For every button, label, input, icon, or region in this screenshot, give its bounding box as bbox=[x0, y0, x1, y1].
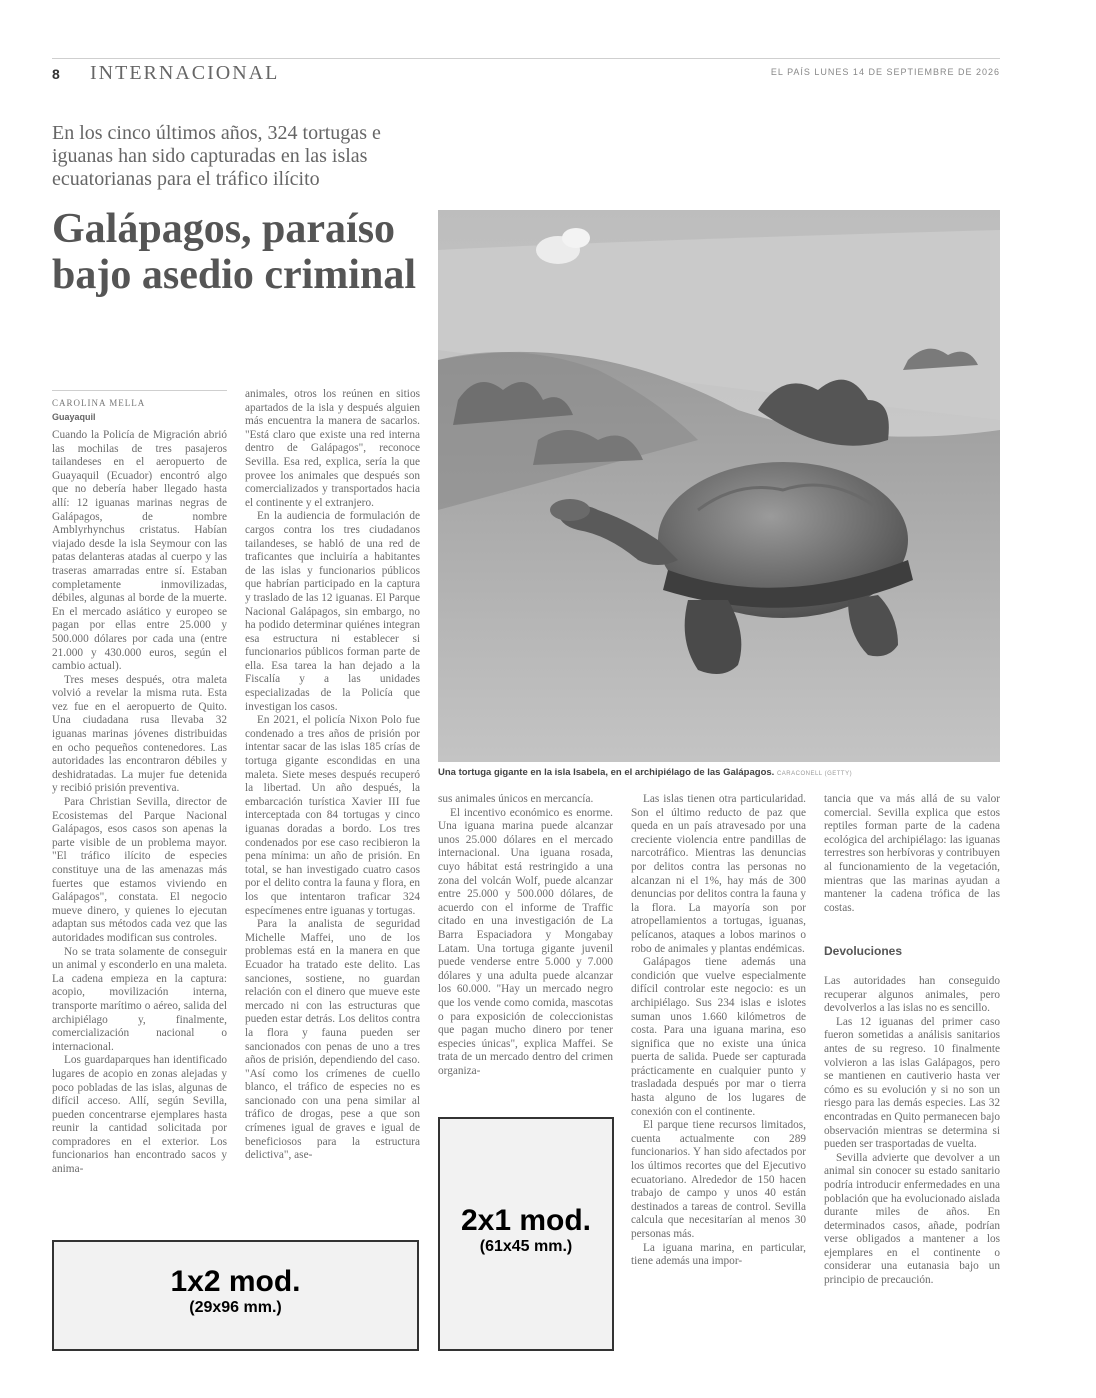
ad-size-label: 2x1 mod. bbox=[460, 1204, 592, 1237]
paragraph: La iguana marina, en particular, tiene además una impor- bbox=[631, 1241, 806, 1268]
article-column-3 bbox=[438, 793, 613, 1115]
tortoise-photo bbox=[438, 210, 1000, 762]
paragraph: Para la analista de seguridad Michelle Maffei, uno de los problemas está en la manera en que Ecuador ha tratado este delito. Las sanciones, sostiene, no guardan relación con el dinero que mueve este mercado ni con las estructuras que pueden estar detrás. Los delitos contra la flora y fauna pueden ser sancionados con penas de uno a tres años de prisión, dependiendo del caso. "Así como los crímenes de cuello blanco, el tráfico de especies no es sancionado con una pena similar al tráfico de drogas, pese a que son crímenes igual de graves e igual de beneficiosos para la estructura delictiva", ase- bbox=[245, 918, 420, 1162]
byline-author: CAROLINA MELLA bbox=[52, 398, 146, 408]
paragraph: Las autoridades han conseguido recuperar algunos animales, pero devolverlos a las islas no es sencillo. bbox=[824, 975, 1000, 1015]
paragraph: El incentivo económico es enorme. Una iguana marina puede alcanzar unos 25.000 dólares en el mercado internacional. Una iguana rosada, cuyo hábitat está restringido a una zona del volcán Wolf, puede alcanzar entre 25.000 y 500.000 dólares, de acuerdo con el informe de Traffic citado en una investigación de La Barra Espaciadora y Mongabay Latam. Una tortuga gigante juvenil puede venderse entre 5.000 y 7.000 dólares y una adulta puede alcanzar los 60.000. "Hay un mercado negro que los vende como comida, mascotas o para exposición de coleccionistas que pagan mucho dinero por tener especies únicas", explica Maffei. Se trata de un mercado dentro del crimen organiza- bbox=[438, 806, 613, 1077]
paragraph: Las 12 iguanas del primer caso fueron sometidas a análisis sanitarios antes de su regreso. 10 finalmente volvieron a las islas Galápagos, pero se mantienen en cautiverio hasta ver cómo es su evolución y si no son un riesgo para las demás especies. Las 32 encontradas en Quito permanecen bajo observación mientras se determina si pueden ser trasportadas de vuelta. bbox=[824, 1015, 1000, 1151]
article-column-5-continued bbox=[824, 975, 1000, 1348]
paragraph: No se trata solamente de conseguir un animal y esconderlo en una maleta. La cadena empieza en la captura: acopio, movilización interna, transporte marítimo o aéreo, salida del archipiélago y, finalmente, comercialización nacional o internacional. bbox=[52, 945, 227, 1053]
dateline: EL PAÍS LUNES 14 DE SEPTIEMBRE DE 2026 bbox=[770, 67, 1000, 77]
article-column-4 bbox=[631, 793, 806, 1348]
paragraph: En 2021, el policía Nixon Polo fue condenado a tres años de prisión por intentar sacar de las islas 185 crías de tortuga gigante escondidas en una maleta. Siete meses después recuperó la libertad. Un año después, la embarcación turística Xavier III fue interceptada con 84 tortugas y cinco iguanas doradas a bordo. Los tres condenados por ese caso recibieron la pena mínima: un año de prisión. En total, se han investigado cuatro casos por el delito contra la fauna y flora, en los que intentaron traficar 324 especímenes entre iguanas y tortugas. bbox=[245, 714, 420, 917]
paragraph: Galápagos tiene además una condición que vuelve especialmente difícil controlar este negocio: es un archipiélago. Sus 234 islas e islotes suman unos 1.660 kilómetros de costa. Para una iguana marina, eso significa que no existe una única puerta de salida. Puede ser capturada prácticamente en cualquier punto y trasladada después por mar o tierra hasta alguno de los lugares de conexión con el continente. bbox=[631, 956, 806, 1118]
ad-placeholder-1x2 bbox=[52, 1240, 419, 1351]
section-title: INTERNACIONAL bbox=[90, 62, 280, 84]
ad-dimensions-label: (29x96 mm.) bbox=[189, 1299, 282, 1316]
paragraph: Para Christian Sevilla, director de Ecosistemas del Parque Nacional Galápagos, esos casos son apenas la parte visible de un problema mayor. "El tráfico ilícito de especies constituye una de las amenazas más fuertes que estamos viviendo en Galápagos", constata. El negocio mueve dinero, y quienes lo ejecutan adaptan sus métodos cada vez que las autoridades modifican sus controles. bbox=[52, 796, 227, 944]
paragraph: animales, otros los reúnen en sitios apartados de la isla y después alguien más encuentra la manera de sacarlos. "Está claro que existe una red interna dentro de Galápagos", reconoce Sevilla. Esa red, explica, sería la que provee los animales que después son comercializados y transportados hacia el continente y el extranjero. bbox=[245, 388, 420, 509]
paragraph: sus animales únicos en mercancía. bbox=[438, 793, 594, 805]
page-number: 8 bbox=[52, 66, 60, 82]
ad-dimensions-label: (61x45 mm.) bbox=[479, 1238, 573, 1255]
paragraph: tancia que va más allá de su valor comercial. Sevilla explica que estos reptiles forman parte de la cadena ecológica del archipiélago: las iguanas terrestres son herbívoras y contribuyen al funcionamiento de la vegetación, mientras que las marinas ayudan a mantener la cadena trófica de las costas. bbox=[824, 793, 1000, 914]
header-rule bbox=[52, 58, 1000, 59]
paragraph: En la audiencia de formulación de cargos contra los tres ciudadanos tailandeses, se habló de una red de traficantes que incluiría a habitantes de las islas y funcionarios públicos que habrían participado en la captura y traslado de las 12 iguanas. El Parque Nacional Galápagos, sin embargo, no ha podido determinar quiénes integran esa estructura ni establecer si funcionarios públicos forman parte de ella. Esa tarea la han dejado a la Fiscalía y a las unidades especializadas de la Policía que investigan los casos. bbox=[245, 510, 420, 713]
section-subtitle: Devoluciones bbox=[824, 944, 903, 958]
article-column-1 bbox=[52, 429, 227, 1239]
paragraph: Tres meses después, otra maleta volvió a revelar la misma ruta. Esta vez fue en el aeropuerto de Quito. Una ciudadana rusa llevaba 32 iguanas marinas jóvenes distribuidas en ocho pequeños contenedores. Las autoridades las encontraron débiles y deshidratadas. La mujer fue detenida y recibió prisión preventiva. bbox=[52, 673, 227, 795]
ad-size-label: 1x2 mod. bbox=[170, 1265, 301, 1298]
paragraph: Las islas tienen otra particularidad. Son el último reducto de paz que queda en un país atravesado por una creciente violencia entre pandillas de narcotráfico. Mientras las denuncias por delitos contra las personas no alcanzan ni el 1%, hay más de 300 denuncias por delitos contra la fauna y la flora. La mayoría son por atropellamientos a tortugas, iguanas, pelícanos, ataques a lobos marinos o robo de animales y plantas endémicas. bbox=[631, 793, 806, 955]
paragraph: El parque tiene recursos limitados, cuenta actualmente con 289 funcionarios. Y han sido afectados por los últimos recortes que del Ejecutivo ecuatoriano. Alrededor de 150 hacen trabajo de campo y unos 40 están destinados a tareas de control. Sevilla calcula que necesitarían al menos 30 personas más. bbox=[631, 1119, 806, 1240]
article-subhead: En los cinco últimos años, 324 tortugas e iguanas han sido capturadas en las islas ecuatorianas para el tráfico ilícito bbox=[52, 122, 381, 190]
byline-city: Guayaquil bbox=[52, 412, 96, 422]
article-column-5 bbox=[824, 793, 1000, 943]
photo-credit: CARACONELL (GETTY) bbox=[776, 771, 853, 777]
caption-text: Una tortuga gigante en la isla Isabela, en el archipiélago de las Galápagos. bbox=[438, 767, 775, 778]
paragraph: Sevilla advierte que devolver a un animal sin conocer su estado sanitario podría introducir enfermedades en una población que ha evolucionado aislada durante miles de años. En determinados casos, añade, podrían verse obligados a mantener a los ejemplares en el continente o considerar una eutanasia bajo un principio de precaución. bbox=[824, 1151, 1000, 1287]
article-column-2 bbox=[245, 388, 420, 1240]
byline-rule bbox=[52, 390, 227, 391]
article-headline: Galápagos, paraíso bajo asedio criminal bbox=[52, 206, 416, 298]
paragraph: Los guardaparques han identificado lugares de acopio en zonas alejadas y poco pobladas de las islas, algunas de difícil acceso. Allí, según Sevilla, pueden concentrarse ejemplares hasta reunir la cantidad solicitada por compradores en el exterior. Los funcionarios han encontrado sacos y anima- bbox=[52, 1054, 227, 1176]
ad-placeholder-2x1 bbox=[438, 1117, 614, 1351]
photo-caption bbox=[438, 767, 1000, 778]
paragraph: Cuando la Policía de Migración abrió las mochilas de tres pasajeros tailandeses en el aeropuerto de Guayaquil (Ecuador) encontró algo que no debería haber llegado hasta allí: 12 iguanas marinas negras de Galápagos, de nombre Amblyrhynchus cristatus. Habían viajado desde la isla Seymour con las patas delanteras atadas al cuerpo y las traseras amarradas entre sí. Estaban completamente inmovilizadas, débiles, algunas al borde de la muerte. En el mercado asiático y europeo se pagan por ellas entre 25.000 y 500.000 dólares por cada una (entre 21.000 y 430.000 euros, según el cambio actual). bbox=[52, 429, 227, 673]
tortoise-photo-illustration bbox=[438, 210, 1000, 762]
